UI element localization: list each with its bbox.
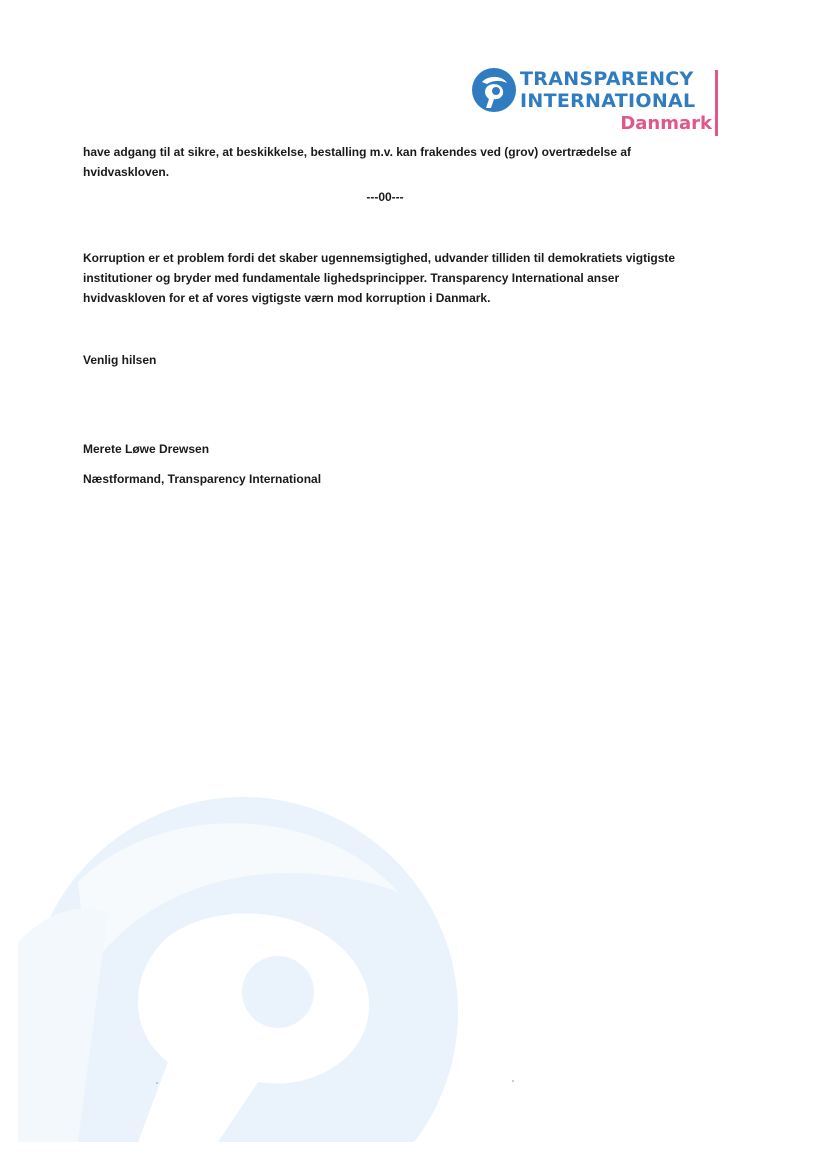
watermark-globe-logo <box>18 762 458 1142</box>
scan-speck <box>156 1082 158 1084</box>
transparency-international-logo <box>470 66 730 140</box>
scan-speck <box>512 1080 514 1082</box>
paragraph-2-line: institutioner og bryder med fundamentale lighedsprincipper. Transparency International anser <box>83 271 620 285</box>
paragraph-1 <box>83 142 631 182</box>
paragraph-2-line: Korruption er et problem fordi det skaber ugennemsigtighed, udvander tilliden til demokratiets vigtigste <box>83 251 676 265</box>
paragraph-1-line: have adgang til at sikre, at beskikkelse, bestalling m.v. kan frakendes ved (grov) overtrædelse af <box>83 145 631 159</box>
logo-line-2: INTERNATIONAL <box>520 90 696 112</box>
section-separator: ---00--- <box>366 190 404 204</box>
paragraph-1-line: hvidvaskloven. <box>83 165 170 179</box>
logo-divider-bar <box>715 70 718 136</box>
signature-title: Næstformand, Transparency International <box>83 472 322 486</box>
globe-logo-icon <box>470 66 518 114</box>
paragraph-2-line: hvidvaskloven for et af vores vigtigste værn mod korruption i Danmark. <box>83 291 491 305</box>
logo-line-1: TRANSPARENCY <box>520 68 694 90</box>
closing-greeting: Venlig hilsen <box>83 353 157 367</box>
paragraph-2 <box>83 248 675 308</box>
logo-country: Danmark <box>620 113 712 134</box>
signature-name: Merete Løwe Drewsen <box>83 442 210 456</box>
